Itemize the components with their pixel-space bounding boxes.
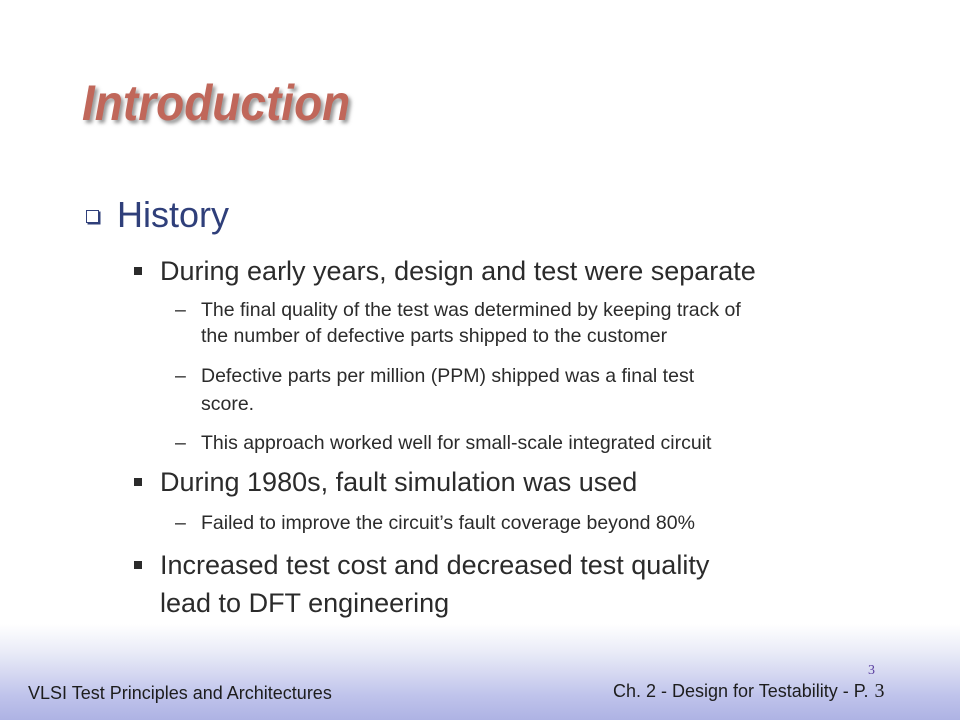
sub-item-line: The final quality of the test was determined by keeping track of [201,299,741,321]
sub-item-line: the number of defective parts shipped to the customer [201,325,668,347]
dash-marker: – [175,512,186,534]
bullet-item-label: During 1980s, fault simulation was used [160,467,638,497]
slide-title: Introduction [82,75,351,131]
slide-number: 3 [868,663,875,678]
square-bullet-icon [134,478,142,486]
square-bullet-icon [134,561,142,569]
hollow-square-bullet-icon [86,210,99,223]
footer-course-title: VLSI Test Principles and Architectures [28,683,332,703]
dash-marker: – [175,299,186,321]
bullet-item-label: lead to DFT engineering [160,588,450,618]
heading-label: History [117,194,230,235]
footer-band [0,624,960,720]
dash-marker: – [175,432,186,454]
footer-page-number: 3 [874,680,885,702]
dash-marker: – [175,365,186,387]
sub-item-line: Defective parts per million (PPM) shipped was a final test [201,365,695,387]
sub-item-line: Failed to improve the circuit’s fault coverage beyond 80% [201,512,695,534]
bullet-item-label: During early years, design and test were separate [160,256,756,286]
sub-item-line: score. [201,393,255,415]
footer-chapter-label: Ch. 2 - Design for Testability - P. [613,681,869,701]
footer-chapter [613,680,884,703]
bullet-item-label: Increased test cost and decreased test quality [160,550,710,580]
sub-item-line: This approach worked well for small-scale integrated circuit [201,432,712,454]
square-bullet-icon [134,267,142,275]
